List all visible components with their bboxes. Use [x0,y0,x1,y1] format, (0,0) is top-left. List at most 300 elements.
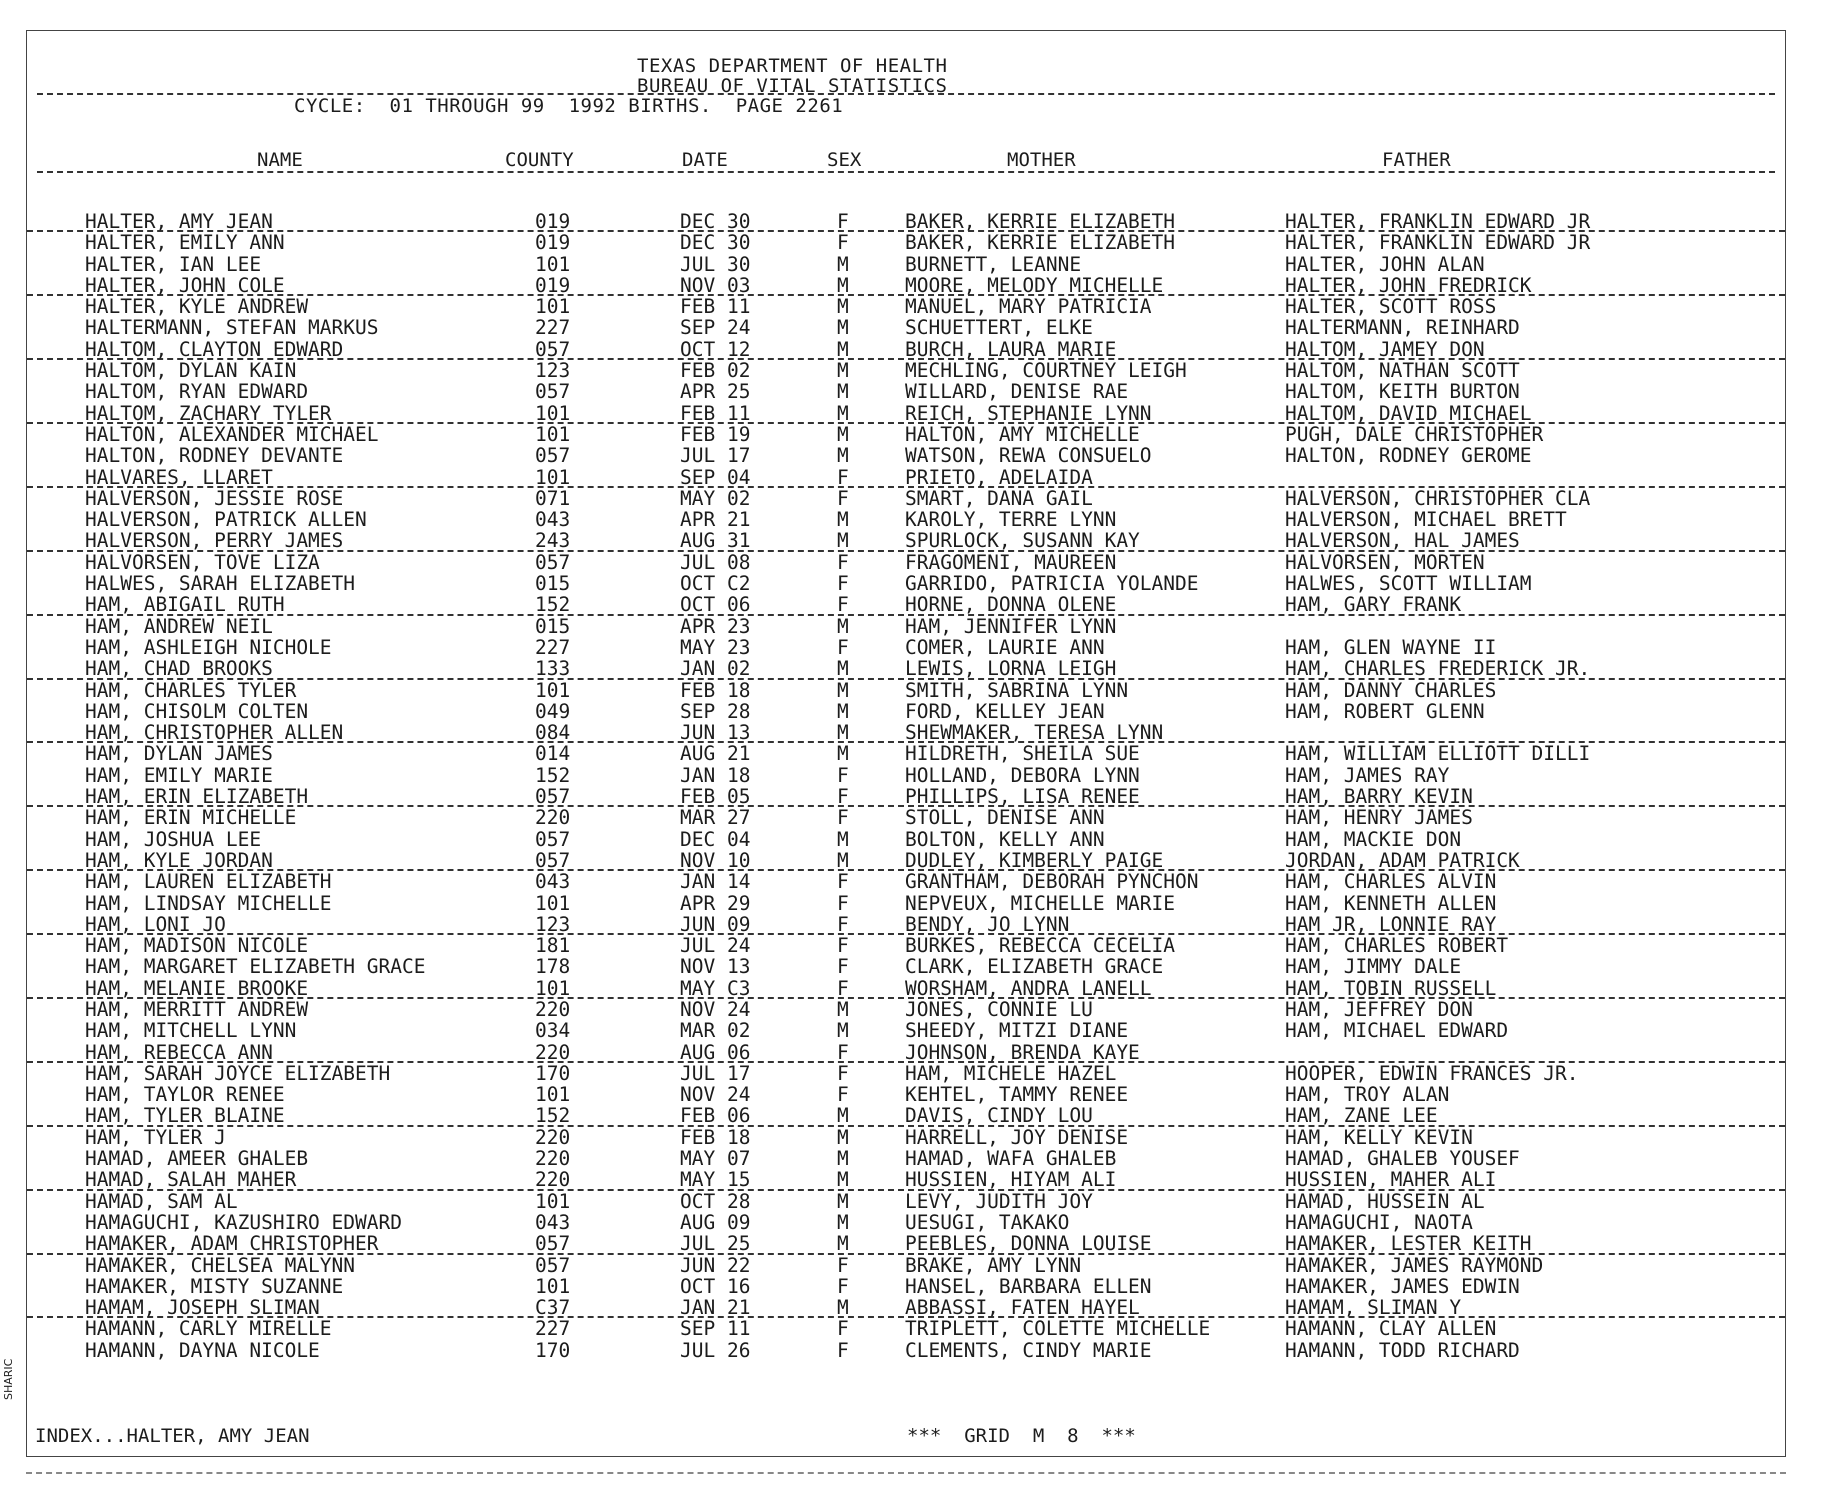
cell-date: MAY 07 [680,1147,751,1171]
cell-date: OCT 12 [680,337,751,361]
cell-county: 057 [535,827,571,851]
cell-name: HALTER, IAN LEE [85,252,262,276]
cell-county: 101 [535,1274,571,1298]
cell-sex: M [837,1019,849,1043]
cell-father: HAMAKER, JAMES EDWIN [1285,1274,1520,1298]
cell-sex: M [837,614,849,638]
cell-county: 243 [535,529,571,553]
cell-county: 043 [535,870,571,894]
cell-date: AUG 09 [680,1210,751,1234]
table-row [27,914,1785,935]
table-row [27,254,1785,275]
cell-date: OCT 28 [680,1189,751,1213]
cell-sex: M [837,699,849,723]
cell-mother: GRANTHAM, DEBORAH PYNCHON [905,870,1199,894]
cell-name: HAM, CHARLES TYLER [85,678,297,702]
cell-father: HUSSIEN, MAHER ALI [1285,1168,1497,1192]
cell-sex: F [837,934,849,958]
cell-mother: BENDY, JO LYNN [905,912,1070,936]
cell-date: JUL 26 [680,1338,751,1362]
cell-sex: M [837,444,849,468]
table-row [27,893,1785,914]
cell-date: SEP 24 [680,316,751,340]
grid-label: *** GRID M 8 *** [907,1425,1136,1447]
cell-name: HAMAD, SAM AL [85,1189,238,1213]
cell-mother: PEEBLES, DONNA LOUISE [905,1232,1152,1256]
cell-sex: M [837,1232,849,1256]
cell-mother: BURKES, REBECCA CECELIA [905,934,1176,958]
cell-date: JUL 17 [680,1061,751,1085]
cell-name: HALVARES, LLARET [85,465,273,489]
table-row [27,339,1785,360]
cell-county: 071 [535,486,571,510]
cell-sex: M [837,1147,849,1171]
cell-father: HAMAD, GHALEB YOUSEF [1285,1147,1520,1171]
cell-mother: MECHLING, COURTNEY LEIGH [905,359,1187,383]
table-row [27,637,1785,658]
cell-sex: F [837,635,849,659]
cell-county: 101 [535,465,571,489]
cell-mother: HAM, JENNIFER LYNN [905,614,1117,638]
cell-sex: F [837,806,849,830]
table-row [27,1020,1785,1041]
cell-father: HALTON, RODNEY GEROME [1285,444,1532,468]
cell-name: HALTER, JOHN COLE [85,273,285,297]
cell-sex: F [837,1083,849,1107]
cell-sex: F [837,785,849,809]
cell-name: HAM, ABIGAIL RUTH [85,593,285,617]
cell-date: FEB 19 [680,422,751,446]
cell-mother: SMART, DANA GAIL [905,486,1093,510]
cell-sex: M [837,401,849,425]
cell-date: APR 29 [680,891,751,915]
cell-name: HAMAD, AMEER GHALEB [85,1147,309,1171]
cell-father: HAMAD, HUSSEIN AL [1285,1189,1485,1213]
cell-county: 101 [535,1189,571,1213]
table-row [27,1340,1785,1361]
cell-mother: BURCH, LAURA MARIE [905,337,1117,361]
cell-father: HAM, ROBERT GLENN [1285,699,1485,723]
table-row [27,360,1785,381]
cell-name: HAM, ASHLEIGH NICHOLE [85,635,332,659]
cell-father: HAM, GARY FRANK [1285,593,1462,617]
table-row [27,871,1785,892]
table-row [27,1084,1785,1105]
cell-date: DEC 30 [680,231,751,255]
cell-date: NOV 24 [680,997,751,1021]
cell-sex: M [837,721,849,745]
cell-father: HAM, MACKIE DON [1285,827,1462,851]
column-header-county: COUNTY [505,149,574,171]
cell-mother: CLEMENTS, CINDY MARIE [905,1338,1152,1362]
cell-mother: TRIPLETT, COLETTE MICHELLE [905,1317,1211,1341]
cell-county: 227 [535,316,571,340]
cell-mother: JONES, CONNIE LU [905,997,1093,1021]
bottom-divider [26,1472,1786,1474]
cell-father: HAM, BARRY KEVIN [1285,785,1473,809]
cell-name: HAM, ERIN MICHELLE [85,806,297,830]
column-header-date: DATE [682,149,728,171]
cell-date: JAN 14 [680,870,751,894]
cell-county: 057 [535,337,571,361]
document-page [26,30,1786,1457]
cell-county: 152 [535,1104,571,1128]
cell-county: 019 [535,273,571,297]
table-row [27,680,1785,701]
cell-name: HAM, TYLER J [85,1125,226,1149]
cell-date: AUG 31 [680,529,751,553]
cell-father: HALVORSEN, MORTEN [1285,550,1485,574]
cell-name: HAM, CHAD BROOKS [85,657,273,681]
cell-date: OCT 06 [680,593,751,617]
cell-name: HAM, REBECCA ANN [85,1040,273,1064]
cell-date: JAN 02 [680,657,751,681]
cell-mother: PRIETO, ADELAIDA [905,465,1093,489]
cell-sex: F [837,870,849,894]
cell-county: 178 [535,955,571,979]
table-row [27,743,1785,764]
cell-father: HALTOM, JAMEY DON [1285,337,1485,361]
cell-name: HALTER, EMILY ANN [85,231,285,255]
table-row [27,956,1785,977]
cell-sex: M [837,742,849,766]
cell-name: HAM, TAYLOR RENEE [85,1083,285,1107]
table-row [27,403,1785,424]
table-row [27,658,1785,679]
cell-date: FEB 11 [680,295,751,319]
cell-name: HALWES, SARAH ELIZABETH [85,572,356,596]
cell-county: 015 [535,572,571,596]
cell-mother: WORSHAM, ANDRA LANELL [905,976,1152,1000]
table-row [27,1191,1785,1212]
cell-mother: HAM, MICHELE HAZEL [905,1061,1117,1085]
bureau-title: BUREAU OF VITAL STATISTICS [637,75,948,97]
cell-date: FEB 18 [680,678,751,702]
cell-county: 170 [535,1061,571,1085]
table-row [27,232,1785,253]
cell-father: HAM, HENRY JAMES [1285,806,1473,830]
cell-date: NOV 10 [680,848,751,872]
table-row [27,1169,1785,1190]
table-row [27,211,1785,232]
cell-date: DEC 04 [680,827,751,851]
cell-county: 101 [535,252,571,276]
cell-county: 015 [535,614,571,638]
table-row [27,722,1785,743]
cell-date: JUN 13 [680,721,751,745]
cell-date: JUL 08 [680,550,751,574]
cell-mother: GARRIDO, PATRICIA YOLANDE [905,572,1199,596]
cell-sex: M [837,827,849,851]
table-row [27,296,1785,317]
table-row [27,1212,1785,1233]
table-row [27,1063,1785,1084]
cell-father: HAMAGUCHI, NAOTA [1285,1210,1473,1234]
cell-sex: M [837,1189,849,1213]
cell-county: 220 [535,1168,571,1192]
cell-name: HAM, MITCHELL LYNN [85,1019,297,1043]
cell-name: HAMAKER, ADAM CHRISTOPHER [85,1232,379,1256]
cell-mother: SHEWMAKER, TERESA LYNN [905,721,1164,745]
cell-name: HAM, SARAH JOYCE ELIZABETH [85,1061,391,1085]
table-row [27,552,1785,573]
cell-father: HAM, JIMMY DALE [1285,955,1462,979]
cell-mother: HILDRETH, SHEILA SUE [905,742,1140,766]
cell-date: SEP 28 [680,699,751,723]
cell-mother: BOLTON, KELLY ANN [905,827,1105,851]
table-row [27,1255,1785,1276]
cell-name: HALTOM, DYLAN KAIN [85,359,297,383]
cell-name: HAM, MARGARET ELIZABETH GRACE [85,955,426,979]
cell-mother: MANUEL, MARY PATRICIA [905,295,1152,319]
cell-mother: HAMAD, WAFA GHALEB [905,1147,1117,1171]
cell-name: HAMAKER, MISTY SUZANNE [85,1274,344,1298]
cell-name: HAMANN, DAYNA NICOLE [85,1338,320,1362]
cell-father: HAM, TOBIN RUSSELL [1285,976,1497,1000]
cell-date: APR 23 [680,614,751,638]
cell-county: 220 [535,806,571,830]
cell-mother: FRAGOMENI, MAUREEN [905,550,1117,574]
cell-county: 043 [535,1210,571,1234]
cell-sex: F [837,891,849,915]
side-label: SHARIC [2,1358,15,1400]
cell-name: HAM, CHRISTOPHER ALLEN [85,721,344,745]
cell-mother: NEPVEUX, MICHELLE MARIE [905,891,1176,915]
cell-sex: M [837,1104,849,1128]
cell-county: 057 [535,848,571,872]
cell-mother: DAVIS, CINDY LOU [905,1104,1093,1128]
cell-date: AUG 21 [680,742,751,766]
cell-county: 101 [535,1083,571,1107]
table-row [27,935,1785,956]
cell-county: 181 [535,934,571,958]
cell-mother: ABBASSI, FATEN HAYEL [905,1296,1140,1320]
table-row [27,488,1785,509]
table-row [27,1318,1785,1339]
cell-sex: F [837,1040,849,1064]
table-row [27,573,1785,594]
cell-mother: HUSSIEN, HIYAM ALI [905,1168,1117,1192]
cell-name: HAM, EMILY MARIE [85,763,273,787]
department-title: TEXAS DEPARTMENT OF HEALTH [637,55,948,77]
cell-date: MAY 15 [680,1168,751,1192]
cell-county: 014 [535,742,571,766]
cell-date: APR 25 [680,380,751,404]
cell-county: 152 [535,593,571,617]
birth-records-table [27,211,1785,1361]
cell-father: HALTER, JOHN FREDRICK [1285,273,1532,297]
table-row [27,850,1785,871]
cell-father: HAM, TROY ALAN [1285,1083,1450,1107]
cell-mother: BAKER, KERRIE ELIZABETH [905,231,1176,255]
cell-mother: REICH, STEPHANIE LYNN [905,401,1152,425]
cell-date: FEB 11 [680,401,751,425]
table-row [27,829,1785,850]
cell-county: 220 [535,1040,571,1064]
cell-father: HOOPER, EDWIN FRANCES JR. [1285,1061,1579,1085]
cell-sex: F [837,912,849,936]
cell-sex: M [837,508,849,532]
cell-name: HAM, KYLE JORDAN [85,848,273,872]
cell-mother: JOHNSON, BRENDA KAYE [905,1040,1140,1064]
table-row [27,1297,1785,1318]
table-row [27,807,1785,828]
cell-name: HAM, LONI JO [85,912,226,936]
column-header-sex: SEX [827,149,862,171]
cell-date: NOV 13 [680,955,751,979]
cell-name: HALTOM, CLAYTON EDWARD [85,337,344,361]
cell-name: HAMAKER, CHELSEA MALYNN [85,1253,356,1277]
cell-father: HALTER, FRANKLIN EDWARD JR [1285,231,1591,255]
cell-father: HALTOM, KEITH BURTON [1285,380,1520,404]
cell-sex: M [837,529,849,553]
cell-mother: FORD, KELLEY JEAN [905,699,1105,723]
cell-sex: M [837,657,849,681]
cell-mother: HORNE, DONNA OLENE [905,593,1117,617]
cell-county: 220 [535,1147,571,1171]
cell-father: HAM, CHARLES ROBERT [1285,934,1509,958]
cell-county: 227 [535,635,571,659]
cell-county: 220 [535,997,571,1021]
cell-sex: M [837,380,849,404]
cell-sex: F [837,1061,849,1085]
column-header-father: FATHER [1382,149,1451,171]
table-row [27,765,1785,786]
table-row [27,467,1785,488]
cell-father: HAMANN, TODD RICHARD [1285,1338,1520,1362]
cell-date: JUL 25 [680,1232,751,1256]
cell-county: 170 [535,1338,571,1362]
cell-sex: M [837,678,849,702]
cell-date: FEB 05 [680,785,751,809]
cell-name: HALTER, KYLE ANDREW [85,295,309,319]
cell-mother: HANSEL, BARBARA ELLEN [905,1274,1152,1298]
cell-father: HAM, GLEN WAYNE II [1285,635,1497,659]
cell-mother: HALTON, AMY MICHELLE [905,422,1140,446]
cell-mother: WILLARD, DENISE RAE [905,380,1129,404]
cell-county: 084 [535,721,571,745]
cell-name: HAM, MELANIE BROOKE [85,976,309,1000]
cell-mother: MOORE, MELODY MICHELLE [905,273,1164,297]
cell-mother: DUDLEY, KIMBERLY PAIGE [905,848,1164,872]
cell-name: HALVORSEN, TOVE LIZA [85,550,320,574]
table-row [27,317,1785,338]
cell-name: HALTON, ALEXANDER MICHAEL [85,422,379,446]
cell-sex: M [837,273,849,297]
cell-father: HALTERMANN, REINHARD [1285,316,1520,340]
cell-date: SEP 04 [680,465,751,489]
cell-name: HAM, LAUREN ELIZABETH [85,870,332,894]
cell-father: HAM, CHARLES FREDERICK JR. [1285,657,1591,681]
cell-father: HALVERSON, CHRISTOPHER CLA [1285,486,1591,510]
cell-mother: LEWIS, LORNA LEIGH [905,657,1117,681]
cell-date: JAN 21 [680,1296,751,1320]
cell-county: 057 [535,1232,571,1256]
cell-father: HALTOM, DAVID MICHAEL [1285,401,1532,425]
cell-county: 152 [535,763,571,787]
cell-father: HAM, MICHAEL EDWARD [1285,1019,1509,1043]
cell-date: MAY 02 [680,486,751,510]
cell-sex: F [837,593,849,617]
cell-date: APR 21 [680,508,751,532]
cell-father: HAM, DANNY CHARLES [1285,678,1497,702]
cell-date: SEP 11 [680,1317,751,1341]
cell-name: HAMAGUCHI, KAZUSHIRO EDWARD [85,1210,402,1234]
cell-county: 123 [535,359,571,383]
cell-father: HAM, JAMES RAY [1285,763,1450,787]
table-row [27,509,1785,530]
cell-county: 123 [535,912,571,936]
cell-county: 019 [535,210,571,233]
cell-father: HAM, KELLY KEVIN [1285,1125,1473,1149]
table-row [27,1042,1785,1063]
cell-name: HAM, MERRITT ANDREW [85,997,309,1021]
cell-county: 057 [535,380,571,404]
cell-sex: M [837,1210,849,1234]
cell-name: HALTERMANN, STEFAN MARKUS [85,316,379,340]
cell-mother: HOLLAND, DEBORA LYNN [905,763,1140,787]
column-header-divider [37,171,1775,173]
cell-sex: F [837,550,849,574]
cell-date: FEB 02 [680,359,751,383]
cell-date: JUL 17 [680,444,751,468]
cell-mother: PHILLIPS, LISA RENEE [905,785,1140,809]
cell-date: OCT 16 [680,1274,751,1298]
cell-sex: M [837,848,849,872]
cell-father: HALVERSON, HAL JAMES [1285,529,1520,553]
cell-county: 101 [535,422,571,446]
cell-mother: KAROLY, TERRE LYNN [905,508,1117,532]
cell-county: 101 [535,295,571,319]
cell-date: MAY 23 [680,635,751,659]
column-header-mother: MOTHER [1007,149,1076,171]
cell-father: HAM, KENNETH ALLEN [1285,891,1497,915]
cell-name: HALTOM, RYAN EDWARD [85,380,309,404]
cell-date: MAR 02 [680,1019,751,1043]
cell-sex: M [837,422,849,446]
cell-name: HAMAM, JOSEPH SLIMAN [85,1296,320,1320]
cell-name: HALTER, AMY JEAN [85,210,273,233]
table-row [27,275,1785,296]
cell-county: 227 [535,1317,571,1341]
cell-sex: F [837,210,849,233]
cell-mother: SCHUETTERT, ELKE [905,316,1093,340]
table-row [27,1276,1785,1297]
cell-sex: F [837,231,849,255]
cell-mother: WATSON, REWA CONSUELO [905,444,1152,468]
cell-mother: BRAKE, AMY LYNN [905,1253,1082,1277]
cell-date: MAR 27 [680,806,751,830]
cell-name: HAM, LINDSAY MICHELLE [85,891,332,915]
cell-date: MAY C3 [680,976,751,1000]
cell-mother: BURNETT, LEANNE [905,252,1082,276]
cell-father: HAM, JEFFREY DON [1285,997,1473,1021]
cell-name: HALVERSON, PATRICK ALLEN [85,508,367,532]
cell-name: HAMAD, SALAH MAHER [85,1168,297,1192]
cell-father: HAMAM, SLIMAN Y [1285,1296,1462,1320]
cell-sex: M [837,316,849,340]
cell-mother: SPURLOCK, SUSANN KAY [905,529,1140,553]
cell-name: HAMANN, CARLY MIRELLE [85,1317,332,1341]
cell-father: HALVERSON, MICHAEL BRETT [1285,508,1567,532]
cell-name: HALVERSON, PERRY JAMES [85,529,344,553]
cell-sex: F [837,465,849,489]
cell-mother: BAKER, KERRIE ELIZABETH [905,210,1176,233]
cell-county: 101 [535,976,571,1000]
table-row [27,445,1785,466]
cell-father: HALTER, FRANKLIN EDWARD JR [1285,210,1591,233]
cell-mother: CLARK, ELIZABETH GRACE [905,955,1164,979]
